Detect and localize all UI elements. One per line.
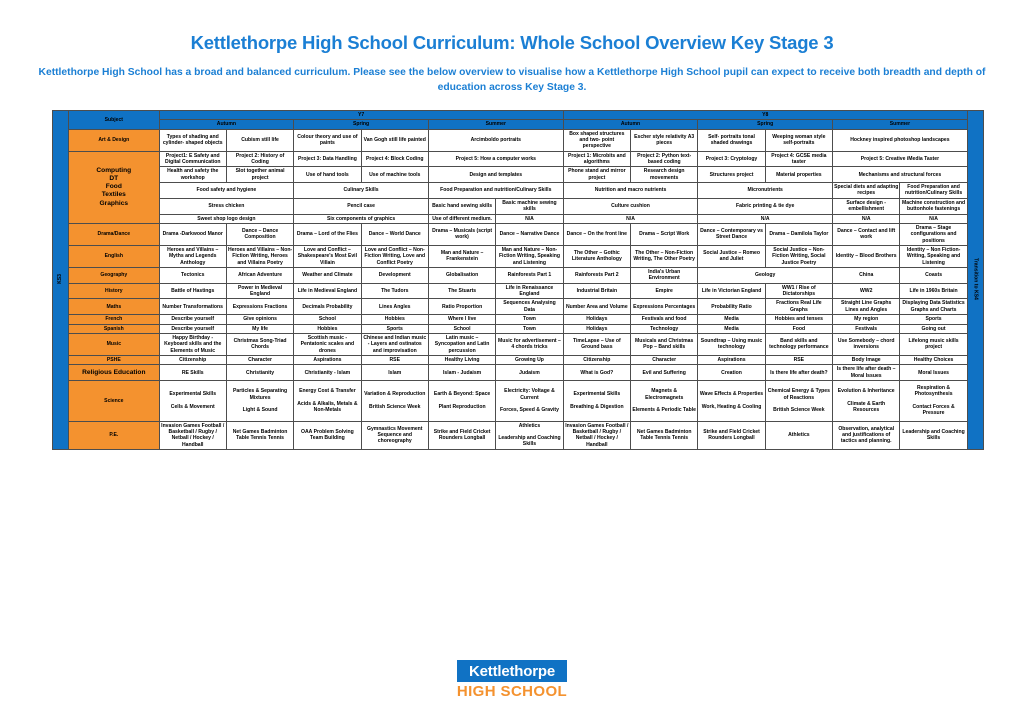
cell-history-11: WW2: [833, 283, 900, 299]
subject-label-maths: Maths: [69, 299, 159, 315]
cell-maths-4: Lines Angles: [361, 299, 428, 315]
cell-french-3: School: [294, 315, 361, 324]
cell-dt-9: Material properties: [765, 167, 832, 183]
cell-history-10: WW1 / Rise of Dictatorships: [765, 283, 832, 299]
cell-graphics-1: Sweet shop logo design: [159, 214, 294, 223]
cell-dt-6: Phone stand and mirror project: [563, 167, 630, 183]
cell-drama-dance-10: Drama – Damilola Taylor: [765, 223, 832, 245]
cell-geography-2: African Adventure: [226, 268, 293, 284]
cell-food-4: Nutrition and macro nutrients: [563, 183, 698, 199]
cell-food-6: Special diets and adapting recipes: [834, 184, 899, 197]
cell-english-11: Identity – Blood Brothers: [833, 245, 900, 267]
cell-history-5: The Stuarts: [428, 283, 495, 299]
cell-history-2: Power in Medieval England: [226, 283, 293, 299]
cell-music-11: Use Somebody – chord inversions: [833, 333, 900, 355]
cell-music-4: Chinese and Indian music - Layers and ostinatos and improvisation: [361, 333, 428, 355]
cell-pshe-12: Healthy Choices: [900, 355, 967, 364]
cell-science-12: Respiration & Photosynthesis Contact Forces & Pressure: [900, 381, 967, 421]
transition-spine: [967, 110, 983, 449]
cell-p-e-7: Invasion Games Football / Basketball / Rugby / Netball / Hockey / Handball: [563, 421, 630, 449]
cell-art-design-8: Self- portraits tonal shaded drawings: [698, 129, 765, 151]
cell-science-4: Variation & Reproduction British Science Week: [361, 381, 428, 421]
page-subtitle: Kettlethorpe High School has a broad and balanced curriculum. Please see the below overview to visualise how a Kettlethorpe High School pupil can expect to receive both breadth and depth of education across Key Stage 3.: [38, 67, 986, 93]
cell-geography-7: Rainforests Part 2: [563, 268, 630, 284]
cell-religious-education-6: Judaism: [496, 365, 563, 381]
cell-p-e-12: Leadership and Coaching Skills: [900, 421, 967, 449]
cell-drama-dance-11: Dance – Contact and lift work: [833, 223, 900, 245]
table-row: [53, 268, 984, 284]
subject-label-dt: DT: [109, 174, 119, 182]
cell-art-design-2: Cubism still life: [226, 129, 293, 151]
cell-graphics-5: N/A: [563, 214, 698, 223]
cell-food-5: Micronutrients: [698, 183, 833, 199]
cell-food-2: Culinary Skills: [294, 183, 429, 199]
ks3-spine: [53, 110, 69, 449]
subject-label-history: History: [69, 283, 159, 299]
cell-french-1: Describe yourself: [159, 315, 226, 324]
cell-music-5: Latin music – Syncopation and Latin percussion: [428, 333, 495, 355]
cell-religious-education-5: Islam - Judaism: [428, 365, 495, 381]
cell-p-e-11: Observation, analytical and justifications of tactics and planning.: [833, 421, 900, 449]
cell-science-1: Experimental Skills Cells & Movement: [159, 381, 226, 421]
table-row: [53, 315, 984, 324]
cell-religious-education-4: Islam: [361, 365, 428, 381]
cell-computing-1: Project1: E Safety and Digital Communication: [159, 151, 226, 167]
cell-p-e-10: Athletics: [765, 421, 832, 449]
cell-maths-6: Sequences Analysing Data: [496, 299, 563, 315]
cell-dt-5: Design and templates: [428, 167, 563, 183]
cell-p-e-2: Net Games Badminton Table Tennis Tennis: [226, 421, 293, 449]
cell-science-5: Earth & Beyond: Space Plant Reproduction: [428, 381, 495, 421]
cell-english-1: Heroes and Villains – Myths and Legends Anthology: [159, 245, 226, 267]
cell-science-6: Electricity: Voltage & Current Forces, Speed & Gravity: [496, 381, 563, 421]
table-row: [53, 299, 984, 315]
cell-drama-dance-5: Drama – Musicals (script work): [428, 223, 495, 245]
cell-history-6: Life in Renaissance England: [496, 283, 563, 299]
cell-french-5: Where I live: [428, 315, 495, 324]
cell-maths-2: Expressions Fractions: [226, 299, 293, 315]
table-row: [53, 167, 984, 183]
cell-english-10: Social Justice – Non-Fiction Writing, Social Justice Poetry: [765, 245, 832, 267]
cell-textiles-6: Fabric printing & tie dye: [698, 198, 833, 214]
cell-p-e-6: Athletics Leadership and Coaching Skills: [496, 421, 563, 449]
cell-graphics-7: N/A: [833, 214, 900, 223]
table-header-row-terms: [53, 120, 984, 129]
cell-religious-education-10: Is there life after death?: [765, 365, 832, 381]
cell-dt-3: Use of hand tools: [294, 167, 361, 183]
cell-music-8: Musicals and Christmas Pop – Band skills: [631, 333, 698, 355]
subject-label-p-e: P.E.: [69, 421, 159, 449]
cell-pshe-9: Aspirations: [698, 355, 765, 364]
cell-pshe-6: Growing Up: [496, 355, 563, 364]
cell-maths-5: Ratio Proportion: [428, 299, 495, 315]
cell-drama-dance-4: Dance – World Dance: [361, 223, 428, 245]
cell-religious-education-3: Christianity - Islam: [294, 365, 361, 381]
cell-computing-9: Project 4: GCSE media taster: [765, 151, 832, 167]
cell-pshe-11: Body Image: [833, 355, 900, 364]
cell-textiles-2: Pencil case: [294, 198, 429, 214]
cell-french-4: Hobbies: [361, 315, 428, 324]
cell-art-design-1: Types of shading and cylinder- shaped objects: [159, 129, 226, 151]
cell-english-12: Identity – Non Fiction-Writing, Speaking and Listening: [900, 245, 967, 267]
cell-geography-4: Development: [361, 268, 428, 284]
cell-english-4: Love and Conflict – Non-Fiction Writing, Love and Conflict Poetry: [361, 245, 428, 267]
cell-art-design-4: Van Gogh still life painted: [361, 129, 428, 151]
logo-line-2: HIGH SCHOOL: [456, 683, 568, 700]
cell-science-10: Chemical Energy & Types of Reactions British Science Week: [765, 381, 832, 421]
cell-religious-education-11: Is there life after death – Moral Issues: [833, 365, 900, 381]
cell-english-2: Heroes and Villains – Non-Fiction Writing, Heroes and Villains Poetry: [227, 246, 293, 266]
table-row: [53, 223, 984, 245]
cell-textiles-3: Basic hand sewing skills: [428, 198, 495, 214]
cell-dt-10: Mechanisms and structural forces: [833, 167, 968, 183]
cell-french-11: My region: [833, 315, 900, 324]
table-row: [53, 198, 984, 214]
cell-spanish-9: Media: [698, 324, 765, 333]
cell-pshe-8: Character: [631, 355, 698, 364]
header-year-y7: Y7: [159, 110, 563, 119]
cell-textiles-4: Basic machine sewing skills: [496, 198, 563, 214]
cell-graphics-3: Use of different medium.: [428, 214, 495, 223]
header-term-y8-autumn: Autumn: [563, 120, 698, 129]
cell-history-9: Life in Victorian England: [698, 283, 765, 299]
cell-p-e-4: Gymnastics Movement Sequence and choreography: [361, 421, 428, 449]
cell-religious-education-1: RE Skills: [159, 365, 226, 381]
cell-graphics-4: N/A: [496, 214, 563, 223]
cell-geography-11: Coasts: [900, 268, 967, 284]
cell-english-9: Social Justice – Romeo and Juliet: [698, 245, 765, 267]
cell-pshe-7: Citizenship: [563, 355, 630, 364]
cell-pshe-5: Healthy Living: [428, 355, 495, 364]
ks3-spine-label: KS3: [57, 273, 64, 284]
cell-art-design-3: Colour theory and use of paints: [294, 129, 361, 151]
cell-french-12: Sports: [900, 315, 967, 324]
cell-dt-1: Health and safety the workshop: [159, 167, 226, 183]
table-row: [53, 283, 984, 299]
subject-label-textiles: Textiles: [101, 191, 126, 199]
cell-drama-dance-12: Drama – Stage configurations and positions: [900, 223, 967, 245]
cell-maths-10: Fractions Real Life Graphs: [765, 299, 832, 315]
header-year-y8: Y8: [563, 110, 967, 119]
subject-label-geography: Geography: [69, 268, 159, 284]
cell-drama-dance-8: Drama – Script Work: [631, 223, 698, 245]
cell-spanish-1: Describe yourself: [159, 324, 226, 333]
cell-maths-3: Decimals Probability: [294, 299, 361, 315]
cell-art-design-5: Arcimboldo portraits: [428, 129, 563, 151]
cell-drama-dance-1: Drama -Darkwood Manor: [159, 223, 226, 245]
page-title: Kettlethorpe High School Curriculum: Whole School Overview Key Stage 3: [190, 32, 834, 53]
cell-spanish-11: Festivals: [833, 324, 900, 333]
cell-computing-6: Project 1: Microbits and algorithms: [563, 151, 630, 167]
cell-spanish-8: Technology: [631, 324, 698, 333]
cell-graphics-2: Six components of graphics: [294, 214, 429, 223]
cell-spanish-7: Holidays: [563, 324, 630, 333]
subject-label-religious-education: Religious Education: [69, 365, 159, 381]
cell-english-6: Man and Nature – Non-Fiction Writing, Speaking and Listening: [496, 245, 563, 267]
cell-dt-7: Research design movements: [631, 167, 698, 183]
cell-english-7: The Other – Gothic Literature Anthology: [563, 245, 630, 267]
table-row: [53, 151, 984, 167]
cell-religious-education-7: What is God?: [563, 365, 630, 381]
cell-science-11: Evolution & Inheritance Climate & Earth Resources: [833, 381, 900, 421]
cell-p-e-9: Strike and Field Cricket Rounders Longball: [698, 421, 765, 449]
cell-maths-1: Number Transformations: [159, 299, 226, 315]
cell-music-12: Lifelong music skills project: [900, 333, 967, 355]
header-subject: Subject: [69, 110, 159, 129]
cell-pshe-1: Citizenship: [159, 355, 226, 364]
cell-art-design-10: Hockney inspired photoshop landscapes: [833, 129, 968, 151]
subject-label-art-design: Art & Design: [69, 129, 159, 151]
table-row: [53, 421, 984, 449]
cell-textiles-8: Machine construction and buttonhole fastenings: [900, 198, 967, 214]
cell-pshe-4: RSE: [361, 355, 428, 364]
cell-french-2: Give opinions: [226, 315, 293, 324]
cell-textiles-1: Stress chicken: [159, 198, 294, 214]
cell-drama-dance-7: Dance – On the front line: [563, 223, 630, 245]
cell-music-10: Band skills and technology performance: [765, 333, 832, 355]
school-logo: [0, 660, 1024, 701]
cell-maths-8: Expressions Percentages: [631, 299, 698, 315]
cell-geography-10: China: [833, 268, 900, 284]
header-term-y7-spring: Spring: [294, 120, 429, 129]
header-term-y7-autumn: Autumn: [159, 120, 294, 129]
cell-french-6: Town: [496, 315, 563, 324]
cell-english-5: Man and Nature – Frankenstein: [428, 245, 495, 267]
cell-spanish-12: Going out: [900, 324, 967, 333]
header-term-y7-summer: Summer: [428, 120, 563, 129]
cell-geography-9: Geology: [698, 268, 833, 284]
cell-spanish-3: Hobbies: [294, 324, 361, 333]
subject-label-drama-dance: Drama/Dance: [69, 223, 159, 245]
subject-label-music: Music: [69, 333, 159, 355]
cell-food-3: Food Preparation and nutrition/Culinary Skills: [428, 183, 563, 199]
cell-science-2: Particles & Separating Mixtures Light & Sound: [226, 381, 293, 421]
cell-english-8: The Other – Non-Fiction Writing, The Other Poetry: [631, 245, 698, 267]
cell-geography-1: Tectonics: [159, 268, 226, 284]
cell-dt-4: Use of machine tools: [361, 167, 428, 183]
cell-pshe-2: Character: [226, 355, 293, 364]
subject-label-pshe: PSHE: [69, 355, 159, 364]
cell-music-9: Soundtrap – Using music technology: [698, 333, 765, 355]
cell-drama-dance-6: Dance – Narrative Dance: [496, 223, 563, 245]
cell-computing-2: Project 2: History of Coding: [226, 151, 293, 167]
subject-label-computing: Computing: [96, 166, 132, 174]
cell-french-10: Hobbies and tenses: [765, 315, 832, 324]
cell-music-2: Christmas Song-Triad Chords: [226, 333, 293, 355]
table-row: [53, 183, 984, 199]
cell-drama-dance-2: Dance – Dance Composition: [226, 223, 293, 245]
cell-geography-3: Weather and Climate: [294, 268, 361, 284]
cell-pshe-3: Aspirations: [294, 355, 361, 364]
curriculum-table-body: [53, 110, 984, 449]
curriculum-table-wrap: [0, 96, 1024, 450]
cell-p-e-3: OAA Problem Solving Team Building: [294, 421, 361, 449]
cell-history-4: The Tudors: [361, 283, 428, 299]
header-term-y8-summer: Summer: [833, 120, 968, 129]
cell-maths-9: Probability Ratio: [698, 299, 765, 315]
curriculum-table: [52, 110, 984, 450]
cell-french-7: Holidays: [563, 315, 630, 324]
cell-religious-education-12: Moral Issues: [900, 365, 967, 381]
table-row: [53, 129, 984, 151]
table-header-row-years: [53, 110, 984, 119]
table-row: [53, 381, 984, 421]
cell-religious-education-9: Creation: [698, 365, 765, 381]
cell-spanish-5: School: [428, 324, 495, 333]
header-term-y8-spring: Spring: [698, 120, 833, 129]
cell-graphics-6: N/A: [698, 214, 833, 223]
cell-french-9: Media: [698, 315, 765, 324]
cell-history-12: Life in 1960s Britain: [900, 283, 967, 299]
cell-spanish-2: My life: [226, 324, 293, 333]
cell-music-3: Scottish music - Pentatonic scales and drones: [294, 333, 361, 355]
cell-art-design-6: Box shaped structures and two- point perspective: [563, 129, 630, 151]
subject-label-french: French: [69, 315, 159, 324]
cell-geography-5: Globalisation: [428, 268, 495, 284]
cell-science-8: Magnets & Electromagnets Elements & Periodic Table: [631, 381, 698, 421]
cell-computing-7: Project 2: Python text-based coding: [631, 151, 698, 167]
cell-maths-12: Displaying Data Statistics Graphs and Charts: [900, 299, 967, 315]
cell-textiles-5: Culture cushion: [563, 198, 698, 214]
cell-maths-11: Straight Line Graphs Lines and Angles: [833, 299, 900, 315]
cell-textiles-7: Surface design - embellishment: [833, 198, 900, 214]
table-row: [53, 214, 984, 223]
subject-label-graphics: Graphics: [99, 199, 129, 207]
cell-art-design-7: Escher style relativity A3 pieces: [631, 129, 698, 151]
cell-computing-4: Project 4: Block Coding: [361, 151, 428, 167]
cell-science-9: Wave Effects & Properties Work, Heating & Cooling: [698, 381, 765, 421]
cell-spanish-4: Sports: [361, 324, 428, 333]
cell-spanish-6: Town: [496, 324, 563, 333]
subject-label-food: Food: [105, 183, 122, 191]
cell-french-8: Festivals and food: [631, 315, 698, 324]
subject-label-science: Science: [69, 381, 159, 421]
cell-english-3: Love and Conflict – Shakespeare's Most Evil Villain: [294, 245, 361, 267]
cell-food-1: Food safety and hygiene: [159, 183, 294, 199]
cell-graphics-8: N/A: [900, 214, 967, 223]
cell-drama-dance-9: Dance – Contemporary vs Street Dance: [698, 223, 765, 245]
cell-computing-8: Project 3: Cryptology: [698, 151, 765, 167]
cell-religious-education-8: Evil and Suffering: [631, 365, 698, 381]
cell-p-e-8: Net Games Badminton Table Tennis Tennis: [631, 421, 698, 449]
cell-dt-8: Structures project: [698, 167, 765, 183]
subject-label-computing-group: [69, 151, 159, 223]
cell-history-8: Empire: [631, 283, 698, 299]
cell-food-7: Food Preparation and nutrition/Culinary Skills: [900, 183, 967, 199]
cell-history-7: Industrial Britain: [563, 283, 630, 299]
cell-geography-6: Rainforests Part 1: [496, 268, 563, 284]
cell-maths-7: Number Area and Volume: [563, 299, 630, 315]
cell-history-1: Battle of Hastings: [159, 283, 226, 299]
cell-religious-education-2: Christianity: [226, 365, 293, 381]
table-row: [53, 365, 984, 381]
cell-spanish-10: Food: [765, 324, 832, 333]
cell-computing-5: Project 5: How a computer works: [428, 151, 563, 167]
cell-pshe-10: RSE: [765, 355, 832, 364]
table-row: [53, 245, 984, 267]
cell-history-3: Life in Medieval England: [294, 283, 361, 299]
table-row: [53, 324, 984, 333]
cell-geography-8: India's Urban Environment: [631, 268, 698, 284]
cell-dt-2: Slot together animal project: [226, 167, 293, 183]
table-row: [53, 355, 984, 364]
cell-music-6: Music for advertisement – 4 chords tricks: [496, 333, 563, 355]
cell-computing-10: Project 5: Creative iMedia Taster: [833, 151, 968, 167]
cell-drama-dance-3: Drama – Lord of the Flies: [294, 223, 361, 245]
cell-music-1: Happy Birthday - Keyboard skills and the Elements of Music: [159, 333, 226, 355]
cell-p-e-1: Invasion Games Football / Basketball / Rugby / Netball / Hockey / Handball: [159, 421, 226, 449]
cell-computing-3: Project 3: Data Handling: [294, 151, 361, 167]
cell-science-3: Energy Cost & Transfer Acids & Alkalis, Metals & Non-Metals: [294, 381, 361, 421]
subject-label-spanish: Spanish: [69, 324, 159, 333]
cell-art-design-9: Weeping woman style self-portraits: [765, 129, 832, 151]
logo-line-1: Kettlethorpe: [457, 660, 567, 682]
table-row: [53, 333, 984, 355]
cell-p-e-5: Strike and Field Cricket Rounders Longball: [428, 421, 495, 449]
transition-spine-label: Transition to KS4: [972, 257, 979, 300]
cell-science-7: Experimental Skills Breathing & Digestion: [563, 381, 630, 421]
cell-music-7: TimeLapse – Use of Ground bass: [563, 333, 630, 355]
subject-label-english: English: [69, 245, 159, 267]
